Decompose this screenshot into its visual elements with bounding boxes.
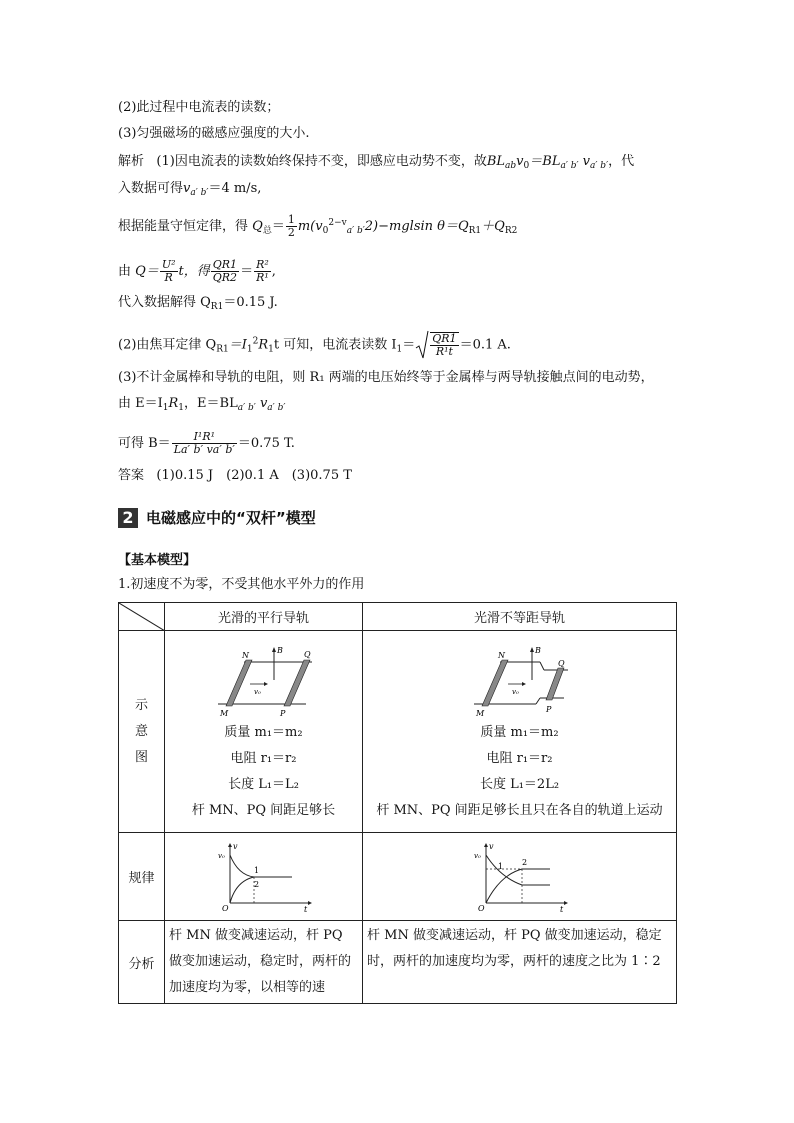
svg-text:v₀: v₀ bbox=[253, 687, 261, 696]
solution-line-8: 由 $E=I_1R_1$，$E=BL_{a' b'}$ $v_{a' b'}$ bbox=[118, 396, 286, 413]
solution-line-7: (3)不计金属棒和导轨的电阻，则 R₁ 两端的电压始终等于金属棒与两导轨接触点间的电动势， bbox=[118, 370, 654, 385]
svg-text:O: O bbox=[477, 903, 485, 913]
right-mass: 质量 m₁＝m₂ bbox=[480, 724, 559, 740]
left-vt-graph bbox=[214, 841, 314, 913]
basic-model-label: 【基本模型】 bbox=[118, 553, 197, 568]
left-distance: 杆 MN、PQ 间距足够长 bbox=[191, 802, 336, 818]
left-diagram-cell bbox=[165, 631, 363, 833]
left-graph-cell bbox=[165, 833, 363, 921]
svg-text:Q: Q bbox=[303, 649, 311, 659]
svg-text:M: M bbox=[219, 708, 228, 718]
svg-text:v₀: v₀ bbox=[473, 851, 481, 860]
svg-text:v: v bbox=[488, 841, 494, 851]
parallel-rails-diagram bbox=[214, 644, 314, 720]
svg-text:2: 2 bbox=[521, 857, 527, 867]
col-header-parallel: 光滑的平行导轨 bbox=[165, 603, 363, 631]
svg-text:Q: Q bbox=[557, 658, 565, 668]
svg-text:B: B bbox=[534, 645, 541, 655]
right-analysis: 杆 MN 做变减速运动，杆 PQ 做变加速运动，稳定时，两杆的加速度均为零，两杆的速度之比为 1∶2 bbox=[363, 921, 677, 1004]
left-length: 长度 L₁＝L₂ bbox=[228, 776, 299, 792]
svg-text:N: N bbox=[497, 650, 505, 660]
header-corner bbox=[119, 603, 165, 631]
question-3: (3)匀强磁场的磁感应强度的大小. bbox=[118, 126, 310, 141]
right-resistance: 电阻 r₁＝r₂ bbox=[486, 750, 553, 766]
right-graph-cell bbox=[363, 833, 677, 921]
section-number: 2 bbox=[118, 508, 138, 528]
answer-text: (1)0.15 J (2)0.1 A (3)0.75 T bbox=[156, 468, 352, 483]
row-label-law: 规律 bbox=[119, 833, 165, 921]
svg-text:P: P bbox=[545, 704, 551, 714]
answer-label: 答案 bbox=[118, 468, 145, 483]
svg-text:N: N bbox=[241, 650, 249, 660]
solution-line-6: (2)由焦耳定律 $Q_{R1}=I_1^2R_1t$ 可知，电流表读数 $I_1=$ $\frac{QR1}{\text{R¹t}}$ ＝0.1 A. bbox=[118, 332, 511, 358]
question-2: (2)此过程中电流表的读数； bbox=[118, 100, 280, 115]
answer-line bbox=[118, 467, 352, 485]
svg-text:v₀: v₀ bbox=[217, 851, 225, 860]
model-table bbox=[118, 602, 677, 1004]
right-vt-graph bbox=[470, 841, 570, 913]
svg-text:v₀: v₀ bbox=[511, 687, 519, 696]
sqrt-expression: $\frac{QR1}{\text{R¹t}}$ bbox=[415, 330, 459, 360]
svg-text:1: 1 bbox=[253, 865, 259, 875]
solution-line-3: 根据能量守恒定律，得 $Q_总=$ $\frac{1}{2}$ $m(v_0^{2-v}_{a' b'}2)-mglsin$ $\theta=Q_{R1}+Q_{R2}$ bbox=[118, 213, 518, 239]
svg-text:B: B bbox=[276, 645, 283, 655]
solution-line-1: 解析 (1)因电流表的读数始终保持不变，即感应电动势不变，故$BL_{ab}v_0=BL_{a' b'}$ $v_{a' b'}$，代 bbox=[118, 154, 635, 171]
svg-text:t: t bbox=[559, 904, 563, 913]
solution-line-2: 入数据可得$v_{a' b'}=4$ m/s, bbox=[118, 181, 262, 198]
svg-text:1: 1 bbox=[497, 861, 503, 871]
svg-text:t: t bbox=[303, 904, 307, 913]
right-length: 长度 L₁＝2L₂ bbox=[479, 776, 560, 792]
section-title: 电磁感应中的“双杆”模型 bbox=[146, 509, 316, 527]
solution-line-9: 可得 B＝ $\frac{\text{I¹R¹}}{La' b' va' b'}$ ＝0.75 T. bbox=[118, 430, 295, 456]
solution-line-4: 由 Q＝ $\frac{\text{U²}}{R}$ t，得 $\frac{QR1}{QR2}$ ＝ $\frac{\text{R²}}{\text{R¹}}$ , bbox=[118, 258, 276, 284]
unequal-rails-diagram bbox=[470, 644, 570, 720]
right-diagram-cell bbox=[363, 631, 677, 833]
svg-text:O: O bbox=[221, 903, 229, 913]
left-resistance: 电阻 r₁＝r₂ bbox=[230, 750, 297, 766]
solution-line-5: 代入数据解得 $Q_{R1}=0.15$ J. bbox=[118, 295, 278, 312]
fraction-half: $\frac{1}{2}$ bbox=[287, 213, 295, 239]
svg-text:2: 2 bbox=[253, 879, 259, 889]
svg-text:M: M bbox=[475, 708, 484, 718]
svg-text:P: P bbox=[279, 708, 285, 718]
svg-text:v: v bbox=[232, 841, 238, 851]
solution-label: 解析 bbox=[118, 154, 145, 169]
case-1-title: 1.初速度不为零，不受其他水平外力的作用 bbox=[118, 577, 365, 592]
col-header-unequal: 光滑不等距导轨 bbox=[363, 603, 677, 631]
left-analysis: 杆 MN 做变减速运动，杆 PQ 做变加速运动，稳定时，两杆的加速度均为零，以相等的速 bbox=[165, 921, 363, 1004]
left-mass: 质量 m₁＝m₂ bbox=[224, 724, 303, 740]
right-distance: 杆 MN、PQ 间距足够长且只在各自的轨道上运动 bbox=[376, 802, 663, 818]
row-label-analysis: 分析 bbox=[119, 921, 165, 1004]
row-label-diagram: 示意图 bbox=[119, 631, 165, 833]
diagonal-line bbox=[119, 603, 165, 631]
